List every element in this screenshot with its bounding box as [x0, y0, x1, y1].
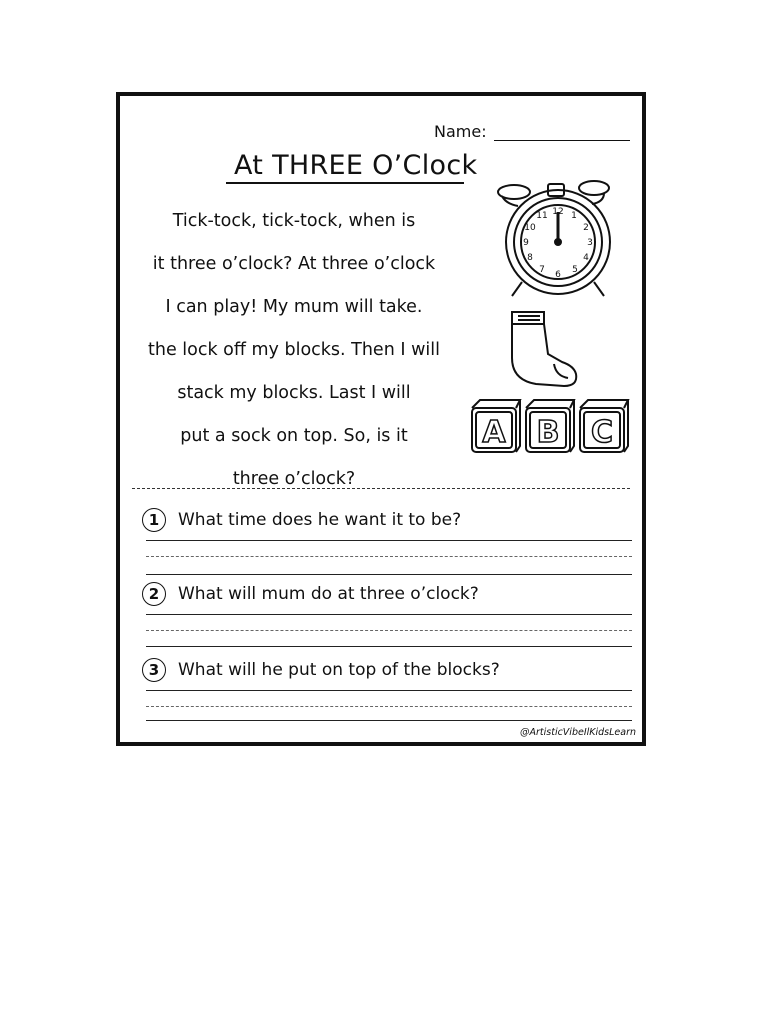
alarm-clock-icon [492, 178, 628, 302]
story-line: it three o’clock? At three o’clock [152, 254, 436, 274]
story-line: the lock off my blocks. Then I will [148, 340, 440, 360]
abc-blocks-icon [468, 396, 636, 456]
name-write-line[interactable] [494, 140, 630, 141]
clock-numeral: 9 [523, 238, 529, 248]
question-text: What time does he want it to be? [178, 510, 462, 530]
block-letter: C [590, 415, 614, 450]
worksheet-title: At THREE O’Clock [234, 150, 478, 181]
question-number: 1 [142, 508, 166, 532]
answer-guide-line [146, 556, 632, 557]
block-letter: A [482, 415, 506, 450]
clock-numeral: 2 [583, 223, 589, 233]
question-text: What will mum do at three o’clock? [178, 584, 479, 604]
clock-numeral: 1 [571, 211, 577, 221]
clock-numeral: 6 [555, 270, 561, 280]
story-line: I can play! My mum will take. [165, 297, 423, 317]
answer-guide-line [146, 630, 632, 631]
title-underline [226, 182, 464, 184]
story-text [130, 200, 458, 501]
clock-numeral: 8 [527, 253, 533, 263]
answer-line[interactable] [146, 690, 632, 691]
worksheet [116, 92, 646, 746]
credit-watermark: @ArtisticVibeIlKidsLearn [520, 727, 636, 738]
story-line: stack my blocks. Last I will [177, 383, 411, 403]
clock-numeral: 3 [587, 238, 593, 248]
answer-line[interactable] [146, 540, 632, 541]
question-text: What will he put on top of the blocks? [178, 660, 500, 680]
answer-line[interactable] [146, 614, 632, 615]
section-divider [132, 488, 630, 489]
name-label: Name: [434, 122, 487, 141]
answer-line[interactable] [146, 574, 632, 575]
clock-numeral: 10 [524, 223, 536, 233]
question-number: 3 [142, 658, 166, 682]
sock-icon [496, 308, 582, 392]
question-number: 2 [142, 582, 166, 606]
answer-line[interactable] [146, 720, 632, 721]
clock-numeral: 5 [572, 265, 578, 275]
story-line: put a sock on top. So, is it [180, 426, 408, 446]
answer-line[interactable] [146, 646, 632, 647]
block-letter: B [536, 415, 560, 450]
story-line: three o’clock? [232, 469, 356, 489]
story-line: Tick-tock, tick-tock, when is [172, 211, 416, 231]
answer-guide-line [146, 706, 632, 707]
clock-numeral: 7 [539, 265, 545, 275]
clock-numeral: 11 [536, 211, 548, 221]
clock-numeral: 12 [552, 207, 564, 217]
clock-numeral: 4 [583, 253, 589, 263]
